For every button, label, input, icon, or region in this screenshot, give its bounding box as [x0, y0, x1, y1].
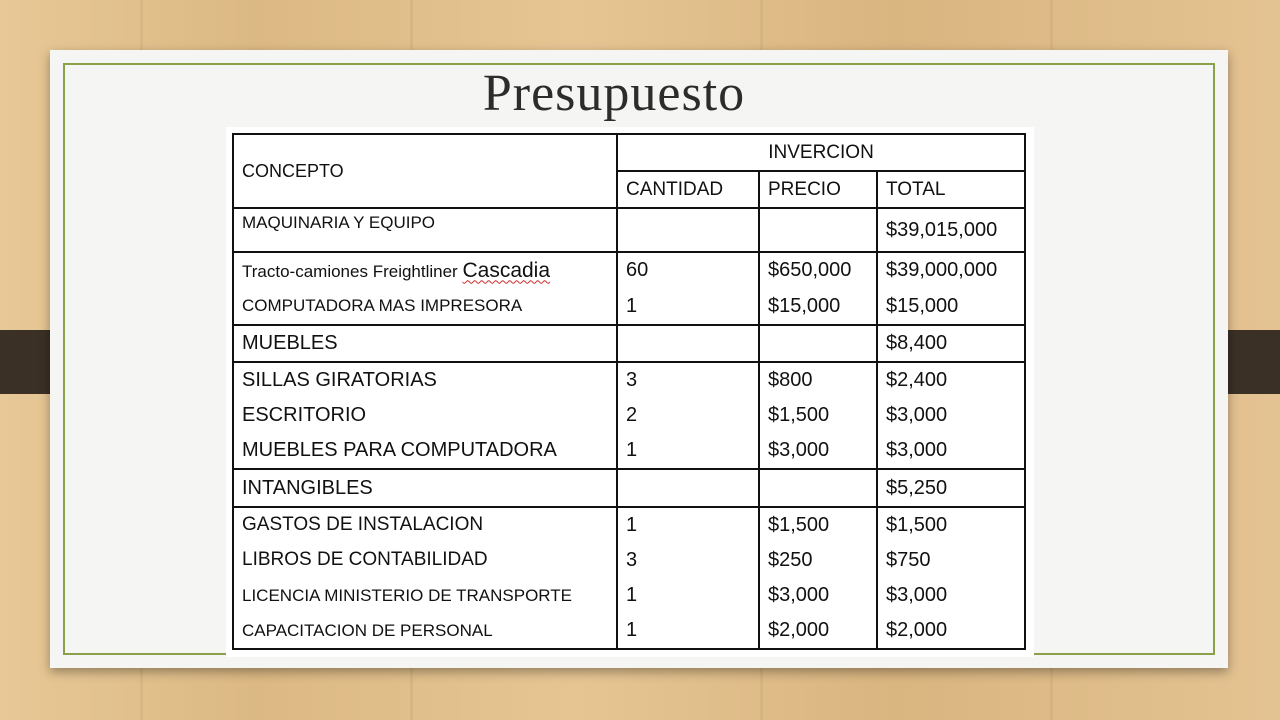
item-cantidad: 1	[617, 578, 759, 613]
item-concepto-main: Tracto-camiones Freightliner	[242, 261, 458, 281]
item-total: $3,000	[877, 433, 1025, 469]
item-total: $2,000	[877, 613, 1025, 649]
section-name: INTANGIBLES	[233, 469, 617, 507]
item-total: $3,000	[877, 397, 1025, 433]
item-cantidad: 1	[617, 288, 759, 325]
item-precio: $1,500	[759, 507, 877, 542]
item-concepto-highlight: Cascadia	[462, 258, 551, 282]
item-concepto: SILLAS GIRATORIAS	[233, 362, 617, 397]
slide-title: Presupuesto	[482, 65, 746, 122]
item-cantidad: 3	[617, 542, 759, 578]
item-concepto: LICENCIA MINISTERIO DE TRANSPORTE	[233, 578, 617, 613]
section-total: $8,400	[877, 325, 1025, 362]
table-row	[233, 397, 1025, 433]
item-concepto: GASTOS DE INSTALACION	[233, 507, 617, 542]
header-precio: PRECIO	[759, 171, 877, 208]
item-cantidad: 3	[617, 362, 759, 397]
item-cantidad: 1	[617, 613, 759, 649]
item-total: $39,000,000	[877, 252, 1025, 288]
item-concepto: MUEBLES PARA COMPUTADORA	[233, 433, 617, 469]
section-total: $39,015,000	[877, 208, 1025, 252]
header-inversion: INVERCION	[617, 134, 1025, 171]
item-total: $3,000	[877, 578, 1025, 613]
item-precio: $15,000	[759, 288, 877, 325]
item-concepto: LIBROS DE CONTABILIDAD	[233, 542, 617, 578]
budget-table	[232, 133, 1026, 650]
section-row	[233, 325, 1025, 362]
table-row	[233, 362, 1025, 397]
table-row	[233, 542, 1025, 578]
item-concepto	[233, 252, 617, 288]
table-row	[233, 288, 1025, 325]
header-cantidad: CANTIDAD	[617, 171, 759, 208]
item-concepto: ESCRITORIO	[233, 397, 617, 433]
section-name: MUEBLES	[233, 325, 617, 362]
item-precio: $2,000	[759, 613, 877, 649]
item-concepto: CAPACITACION DE PERSONAL	[233, 613, 617, 649]
table-row	[233, 578, 1025, 613]
section-total: $5,250	[877, 469, 1025, 507]
item-precio: $3,000	[759, 433, 877, 469]
table-row	[233, 507, 1025, 542]
table-row	[233, 613, 1025, 649]
item-cantidad: 60	[617, 252, 759, 288]
item-precio: $800	[759, 362, 877, 397]
table-row	[233, 433, 1025, 469]
item-precio: $250	[759, 542, 877, 578]
item-cantidad: 1	[617, 433, 759, 469]
section-row	[233, 208, 1025, 252]
item-total: $1,500	[877, 507, 1025, 542]
item-total: $2,400	[877, 362, 1025, 397]
item-total: $15,000	[877, 288, 1025, 325]
item-cantidad: 1	[617, 507, 759, 542]
item-total: $750	[877, 542, 1025, 578]
header-concepto: CONCEPTO	[233, 134, 617, 208]
item-cantidad: 2	[617, 397, 759, 433]
item-precio: $650,000	[759, 252, 877, 288]
item-precio: $1,500	[759, 397, 877, 433]
header-total: TOTAL	[877, 171, 1025, 208]
item-precio: $3,000	[759, 578, 877, 613]
table-row	[233, 252, 1025, 288]
section-row	[233, 469, 1025, 507]
section-name: MAQUINARIA Y EQUIPO	[233, 208, 617, 252]
item-concepto: COMPUTADORA MAS IMPRESORA	[233, 288, 617, 325]
budget-table-image	[226, 127, 1034, 657]
